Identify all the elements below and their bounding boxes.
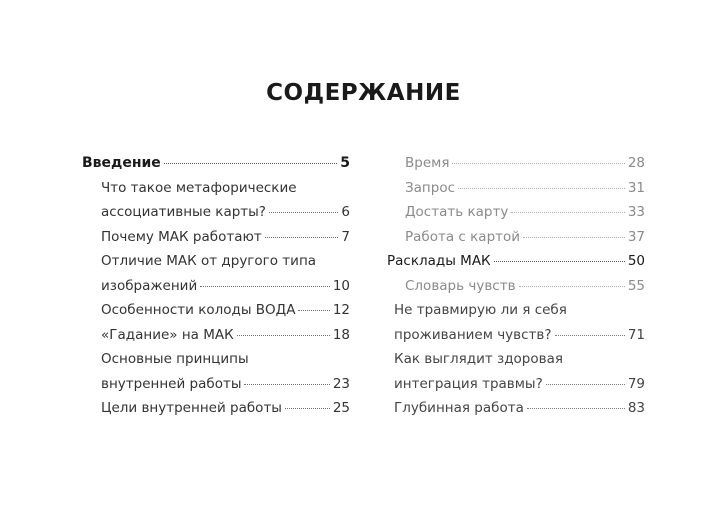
- leader-dots: [546, 384, 625, 385]
- toc-page-number: 79: [627, 375, 645, 392]
- leader-dots: [164, 163, 337, 164]
- toc-entry-title: Особенности колоды ВОДА: [101, 302, 296, 318]
- leader-dots: [511, 212, 624, 213]
- leader-dots: [527, 408, 625, 409]
- toc-page-number: 5: [340, 155, 350, 171]
- toc-entry-title: Достать карту: [405, 204, 509, 220]
- toc-entry-deck-features[interactable]: [82, 298, 350, 323]
- toc-entry-title: Запрос: [405, 179, 456, 196]
- toc-entry-title: проживанием чувств?: [394, 326, 552, 343]
- toc-entry-title-line1: Отличие МАК от другого типа: [101, 253, 317, 269]
- toc-entry-title: Расклады МАК: [387, 253, 491, 269]
- toc-entry-title: Почему МАК работают: [101, 228, 262, 245]
- toc-entry-healthy-integration[interactable]: [387, 347, 645, 396]
- toc-page-number: 12: [332, 302, 350, 318]
- toc-entry-goals[interactable]: [82, 396, 350, 421]
- toc-entry-principles[interactable]: [82, 347, 350, 396]
- toc-left-column: [82, 151, 350, 421]
- toc-page-number: 10: [332, 277, 350, 294]
- toc-page-number: 33: [627, 204, 645, 220]
- toc-entry-layouts[interactable]: [387, 249, 645, 274]
- toc-page-number: 31: [627, 179, 645, 196]
- leader-dots: [285, 408, 330, 409]
- toc-entry-difference[interactable]: [82, 249, 350, 298]
- leader-dots: [523, 237, 625, 238]
- toc-entry-title-line1: Что такое метафорические: [101, 179, 297, 196]
- toc-entry-title: Цели внутренней работы: [101, 400, 282, 416]
- toc-entry-draw-card[interactable]: [387, 200, 645, 225]
- leader-dots: [237, 335, 330, 336]
- toc-entry-title: интеграция травмы?: [394, 375, 543, 392]
- toc-entry-title: изображений: [101, 277, 198, 294]
- toc-entry-feelings-dictionary[interactable]: [387, 274, 645, 299]
- toc-page-number: 55: [627, 277, 645, 294]
- toc-entry-title: ассоциативные карты?: [101, 204, 266, 220]
- toc-entry-title: Глубинная работа: [394, 400, 524, 416]
- toc-entry-title: «Гадание» на МАК: [101, 326, 234, 343]
- leader-dots: [494, 261, 625, 262]
- toc-entry-title: Время: [405, 155, 450, 171]
- toc-entry-fortune-telling[interactable]: [82, 323, 350, 348]
- toc-entry-what-is-mak[interactable]: [82, 176, 350, 225]
- toc-entry-title: Введение: [82, 155, 161, 171]
- leader-dots: [265, 237, 339, 238]
- toc-right-column: [387, 151, 645, 421]
- toc-entry-request[interactable]: [387, 176, 645, 201]
- toc-entry-introduction[interactable]: [82, 151, 350, 176]
- leader-dots: [458, 188, 625, 189]
- toc-page-number: 28: [627, 155, 645, 171]
- leader-dots: [298, 310, 329, 311]
- toc-entry-title-line1: Основные принципы: [101, 351, 249, 367]
- leader-dots: [244, 384, 329, 385]
- toc-entry-traumatize[interactable]: [387, 298, 645, 347]
- toc-entry-title-line1: Не травмирую ли я себя: [394, 302, 567, 318]
- toc-page-number: 83: [627, 400, 645, 416]
- toc-entry-time[interactable]: [387, 151, 645, 176]
- toc-entry-title: Словарь чувств: [405, 277, 516, 294]
- leader-dots: [555, 335, 625, 336]
- toc-entry-title-line1: Как выглядит здоровая: [394, 351, 563, 367]
- toc-page-number: 18: [332, 326, 350, 343]
- toc-page-number: 7: [341, 228, 350, 245]
- toc-entry-title: Работа с картой: [405, 228, 521, 245]
- leader-dots: [519, 286, 625, 287]
- toc-entry-title: внутренней работы: [101, 375, 242, 392]
- leader-dots: [269, 212, 338, 213]
- leader-dots: [200, 286, 330, 287]
- toc-page-number: 50: [627, 253, 645, 269]
- toc-page-number: 37: [627, 228, 645, 245]
- toc-page-number: 25: [332, 400, 350, 416]
- toc-page-number: 23: [332, 375, 350, 392]
- leader-dots: [452, 163, 624, 164]
- toc-page-number: 6: [341, 204, 350, 220]
- toc-entry-deep-work[interactable]: [387, 396, 645, 421]
- toc-entry-work-with-card[interactable]: [387, 225, 645, 250]
- toc-entry-why-mak-works[interactable]: [82, 225, 350, 250]
- page-title: СОДЕРЖАНИЕ: [266, 80, 461, 106]
- toc-page-number: 71: [627, 326, 645, 343]
